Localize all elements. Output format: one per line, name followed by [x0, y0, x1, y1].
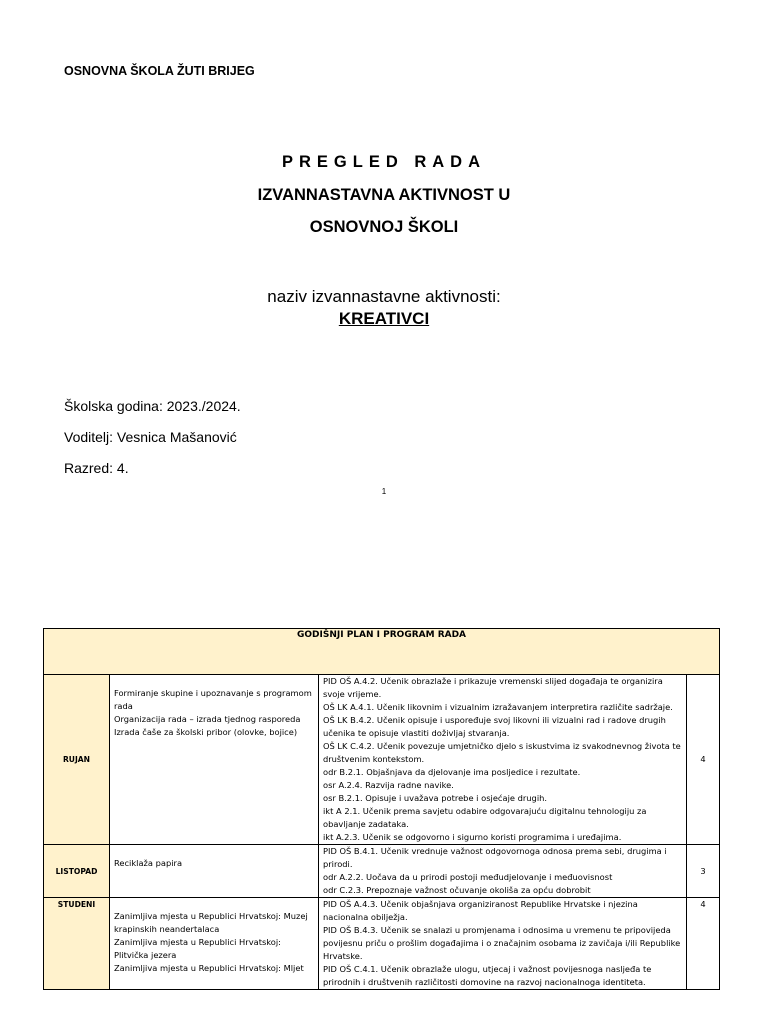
- outcome-item: OŠ LK B.4.2. Učenik opisuje i uspoređuje svoj likovni ili vizualni rad i radove drugih učenika te opisuje vlastiti doživljaj stvaranja.: [323, 715, 666, 738]
- table-row: [44, 845, 720, 898]
- table-row: [44, 675, 720, 845]
- outcome-item: odr B.2.1. Objašnjava da djelovanje ima posljedice i rezultate.: [323, 767, 581, 777]
- document-title: PREGLED RADA: [281, 153, 486, 171]
- activities-cell: [110, 898, 319, 990]
- hours-cell: 4: [687, 898, 720, 990]
- plan-header: GODIŠNJI PLAN I PROGRAM RADA: [44, 629, 720, 675]
- table-row: [44, 898, 720, 990]
- activity-item: Izrada čaše za školski pribor (olovke, bojice): [114, 727, 298, 737]
- school-year: Školska godina: 2023./2024.: [64, 398, 241, 414]
- outcome-item: osr B.2.1. Opisuje i uvažava potrebe i osjećaje drugih.: [323, 793, 548, 803]
- activity-item: Zanimljiva mjesta u Republici Hrvatskoj: Muzej krapinskih neandertalaca: [114, 911, 308, 934]
- outcome-item: PID OŠ B.4.1. Učenik vrednuje važnost odgovornoga odnosa prema sebi, drugima i prirodi.: [323, 846, 667, 869]
- month-cell: STUDENI: [44, 898, 110, 990]
- outcome-item: OŠ LK C.4.2. Učenik povezuje umjetničko djelo s iskustvima iz svakodnevnog života te društvenim kontekstom.: [323, 741, 681, 764]
- outcome-item: ikt A 2.1. Učenik prema savjetu odabire odgovarajuću digitalnu tehnologiju za obavljanje zadataka.: [323, 806, 647, 829]
- outcome-item: odr A.2.2. Uočava da u prirodi postoji međudjelovanje i međuovisnost: [323, 872, 613, 882]
- outcomes-cell: [319, 675, 687, 845]
- outcome-item: PID OŠ A.4.3. Učenik objašnjava organiziranost Republike Hrvatske i njezina nacionalna obilježja.: [323, 899, 638, 922]
- activities-cell: [110, 845, 319, 898]
- page-number: 1: [381, 487, 387, 496]
- annual-plan-table: [43, 628, 720, 990]
- activity-item: Zanimljiva mjesta u Republici Hrvatskoj: Mljet: [114, 963, 304, 973]
- month-cell: LISTOPAD: [44, 845, 110, 898]
- outcome-item: PID OŠ B.4.3. Učenik se snalazi u promjenama i odnosima u vremenu te pripovijeda povijesnu priču o prošlim događajima i o značajnim osobama iz zavičaja i/ili Republike Hrvatske.: [323, 925, 681, 961]
- activity-item: Reciklaža papira: [114, 858, 183, 868]
- activity-item: Formiranje skupine i upoznavanje s programom rada: [114, 688, 312, 711]
- hours-cell: 3: [687, 845, 720, 898]
- plan-header-row: [44, 629, 720, 675]
- document-subtitle-line-2: OSNOVNOJ ŠKOLI: [309, 218, 459, 236]
- activity-item: Organizacija rada – izrada tjednog rasporeda: [114, 714, 301, 724]
- outcomes-cell: [319, 898, 687, 990]
- activities-cell: [110, 675, 319, 845]
- hours-cell: 4: [687, 675, 720, 845]
- document-subtitle-line-1: IZVANNASTAVNA AKTIVNOST U: [257, 186, 511, 204]
- outcome-item: ikt A.2.3. Učenik se odgovorno i sigurno koristi programima i uređajima.: [323, 832, 622, 842]
- outcome-item: odr C.2.3. Prepoznaje važnost očuvanje okoliša za opću dobrobit: [323, 885, 591, 895]
- outcome-item: PID OŠ A.4.2. Učenik obrazlaže i prikazuje vremenski slijed događaja te organizira svoje vrijeme.: [323, 676, 663, 699]
- outcome-item: OŠ LK A.4.1. Učenik likovnim i vizualnim izražavanjem interpretira različite sadržaje.: [323, 702, 673, 712]
- leader: Voditelj: Vesnica Mašanović: [64, 429, 237, 445]
- activity-name: KREATIVCI: [338, 309, 430, 328]
- activity-label: naziv izvannastavne aktivnosti:: [267, 287, 501, 306]
- month-cell: RUJAN: [44, 675, 110, 845]
- school-name: OSNOVNA ŠKOLA ŽUTI BRIJEG: [64, 64, 255, 78]
- grade: Razred: 4.: [64, 460, 129, 476]
- activity-item: Zanimljiva mjesta u Republici Hrvatskoj: Plitvička jezera: [114, 937, 281, 960]
- outcome-item: osr A.2.4. Razvija radne navike.: [323, 780, 454, 790]
- outcomes-cell: [319, 845, 687, 898]
- outcome-item: PID OŠ C.4.1. Učenik obrazlaže ulogu, utjecaj i važnost povijesnoga nasljeđa te prirodnih i društvenih različitosti domovine na razvoj nacionalnoga identiteta.: [323, 964, 652, 987]
